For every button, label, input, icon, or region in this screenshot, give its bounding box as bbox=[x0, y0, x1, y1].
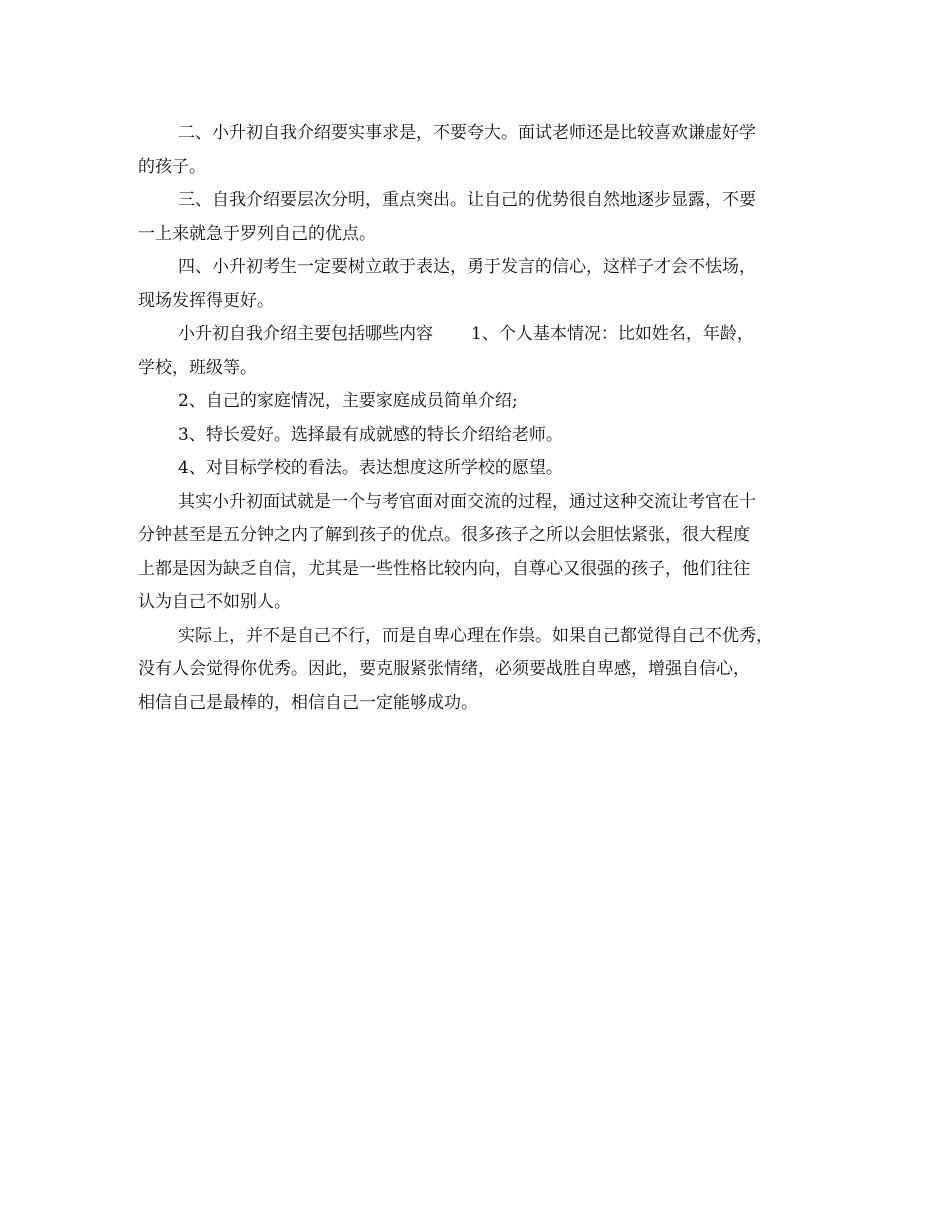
text-line: 2、自己的家庭情况，主要家庭成员简单介绍; bbox=[178, 391, 518, 411]
contents-heading: 小升初自我介绍主要包括哪些内容 bbox=[178, 324, 433, 344]
text-line: 二、小升初自我介绍要实事求是，不要夸大。面试老师还是比较喜欢谦虚好学 bbox=[178, 123, 756, 143]
text-line: 三、自我介绍要层次分明，重点突出。让自己的优势很自然地逐步显露，不要 bbox=[178, 190, 756, 210]
text-line: 实际上，并不是自己不行，而是自卑心理在作祟。如果自己都觉得自己不优秀， bbox=[178, 625, 773, 646]
text-line: 四、小升初考生一定要树立敢于表达，勇于发言的信心，这样子才会不怯场， bbox=[178, 257, 756, 277]
text-line: 其实小升初面试就是一个与考官面对面交流的过程，通过这种交流让考官在十 bbox=[178, 491, 756, 512]
text-line: 认为自己不如别人。 bbox=[138, 592, 291, 612]
contents-item-1: 1、个人基本情况：比如姓名，年龄， bbox=[471, 324, 754, 344]
text-line: 上都是因为缺乏自信，尤其是一些性格比较内向，自尊心又很强的孩子，他们往往 bbox=[138, 558, 750, 579]
text-line: 3、特长爱好。选择最有成就感的特长介绍给老师。 bbox=[178, 424, 563, 445]
text-line: 现场发挥得更好。 bbox=[138, 290, 274, 311]
text-line: 一上来就急于罗列自己的优点。 bbox=[138, 223, 376, 244]
document-body bbox=[138, 117, 828, 720]
text-line: 没有人会觉得你优秀。因此，要克服紧张情绪，必须要战胜自卑感，增强自信心， bbox=[138, 659, 750, 679]
text-line: 学校，班级等。 bbox=[138, 357, 257, 378]
text-line: 4、对目标学校的看法。表达想度这所学校的愿望。 bbox=[178, 458, 563, 478]
text-line-contents-heading bbox=[138, 318, 828, 352]
text-line: 的孩子。 bbox=[138, 156, 206, 177]
text-line: 相信自己是最棒的，相信自己一定能够成功。 bbox=[138, 692, 478, 713]
text-line: 分钟甚至是五分钟之内了解到孩子的优点。很多孩子之所以会胆怯紧张，很大程度 bbox=[138, 525, 750, 545]
